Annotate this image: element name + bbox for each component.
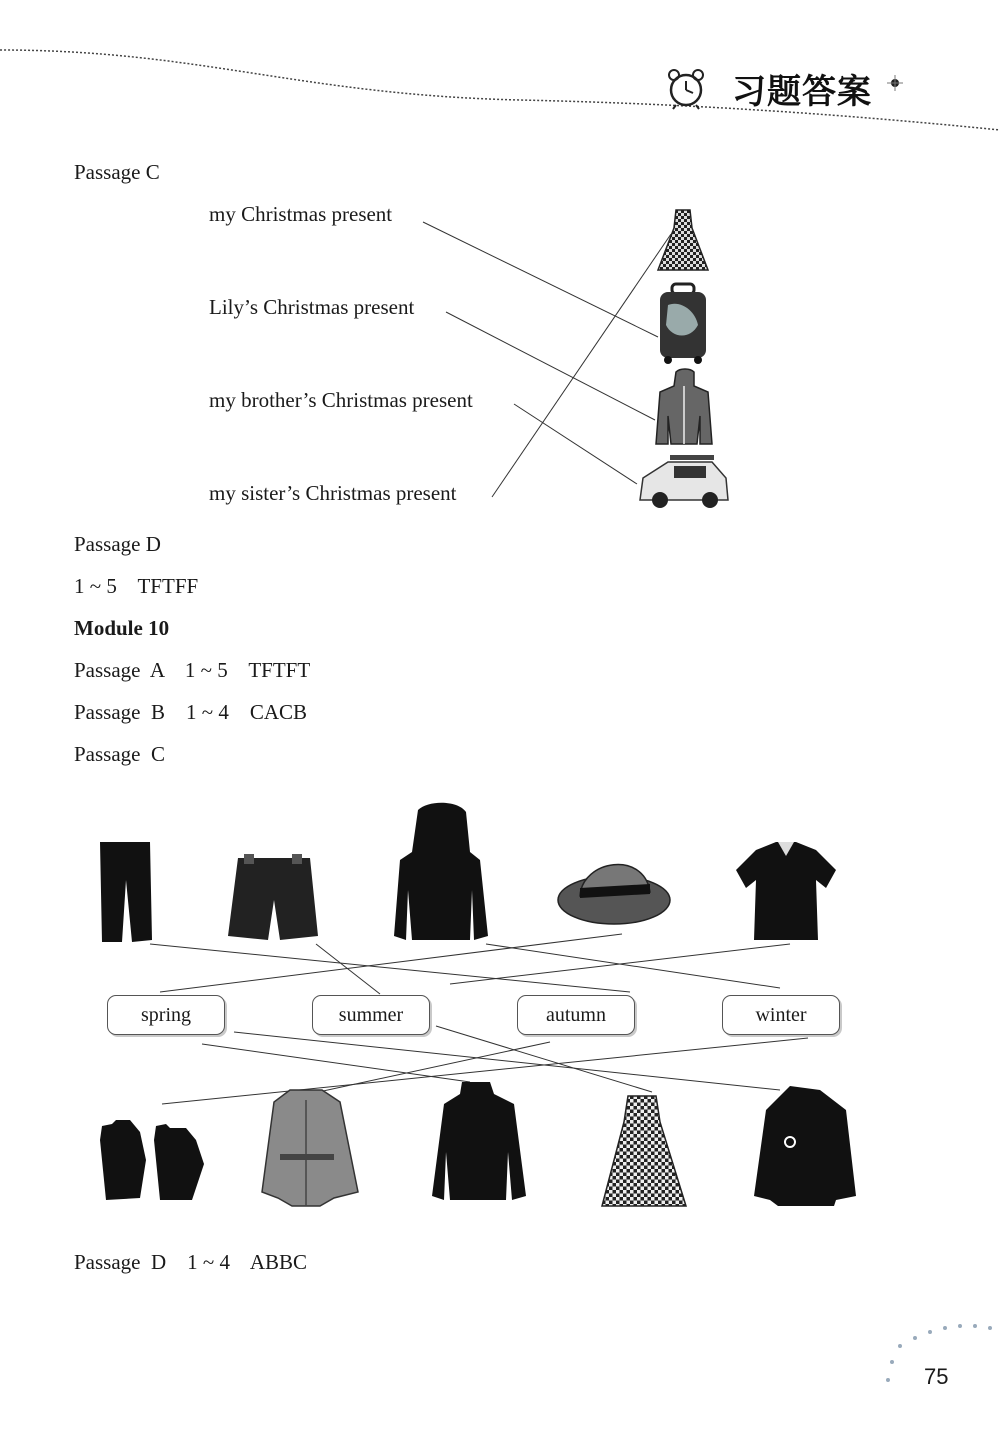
passage-d2-answer: Passage D 1 ~ 4 ABBC (74, 1250, 308, 1274)
present-item-2: Lily’s Christmas present (209, 295, 415, 319)
present-item-4: my sister’s Christmas present (209, 481, 457, 505)
present-item-1: my Christmas present (209, 202, 393, 226)
season-box-autumn: autumn (517, 995, 635, 1035)
module-title: Module 10 (74, 616, 170, 640)
present-item-3: my brother’s Christmas present (209, 388, 473, 412)
season-box-spring: spring (107, 995, 225, 1035)
passage-c2-label: Passage C (74, 742, 165, 766)
passage-b-answer: Passage B 1 ~ 4 CACB (74, 700, 308, 724)
passage-d-answer: 1 ~ 5 TFTFF (74, 574, 199, 598)
season-box-winter: winter (722, 995, 840, 1035)
passage-c-label: Passage C (74, 160, 160, 184)
passage-d-label: Passage D (74, 532, 161, 556)
header-title: 习题答案 (732, 72, 872, 112)
season-box-summer: summer (312, 995, 430, 1035)
page-number: 75 (924, 1364, 949, 1389)
passage-a-answer: Passage A 1 ~ 5 TFTFT (74, 658, 311, 682)
